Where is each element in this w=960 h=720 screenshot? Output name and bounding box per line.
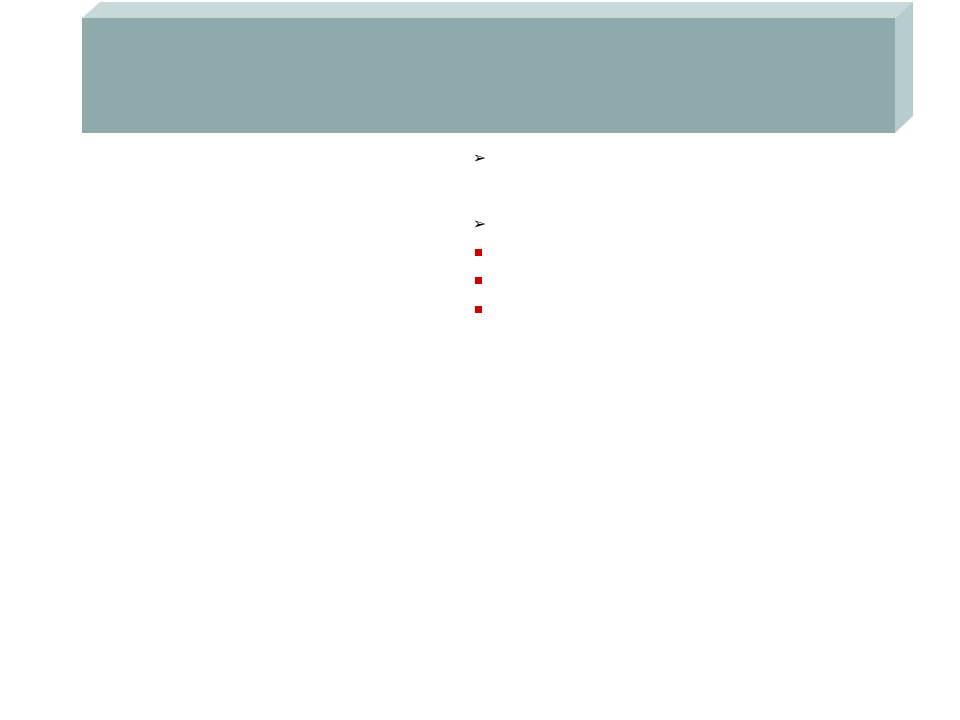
banner-side-face xyxy=(895,2,913,133)
square-bullet-icon xyxy=(475,306,482,313)
section1-heading-line xyxy=(0,144,960,174)
arrow-bullet-icon: ➢ xyxy=(472,216,487,233)
section2-item-first-line xyxy=(0,240,960,269)
arrow-bullet-icon: ➢ xyxy=(472,150,487,167)
section2-item-first-line xyxy=(0,297,960,326)
square-bullet-icon xyxy=(475,249,482,256)
section1-implies-line xyxy=(0,174,960,203)
square-bullet-icon xyxy=(475,277,482,284)
section2-heading-line xyxy=(0,210,960,240)
title-banner xyxy=(0,0,960,140)
banner-top-face xyxy=(82,2,913,18)
banner-front-face xyxy=(82,18,895,133)
slide-body xyxy=(0,144,960,325)
section2-item-first-line xyxy=(0,268,960,297)
title-banner-shape xyxy=(0,0,960,140)
